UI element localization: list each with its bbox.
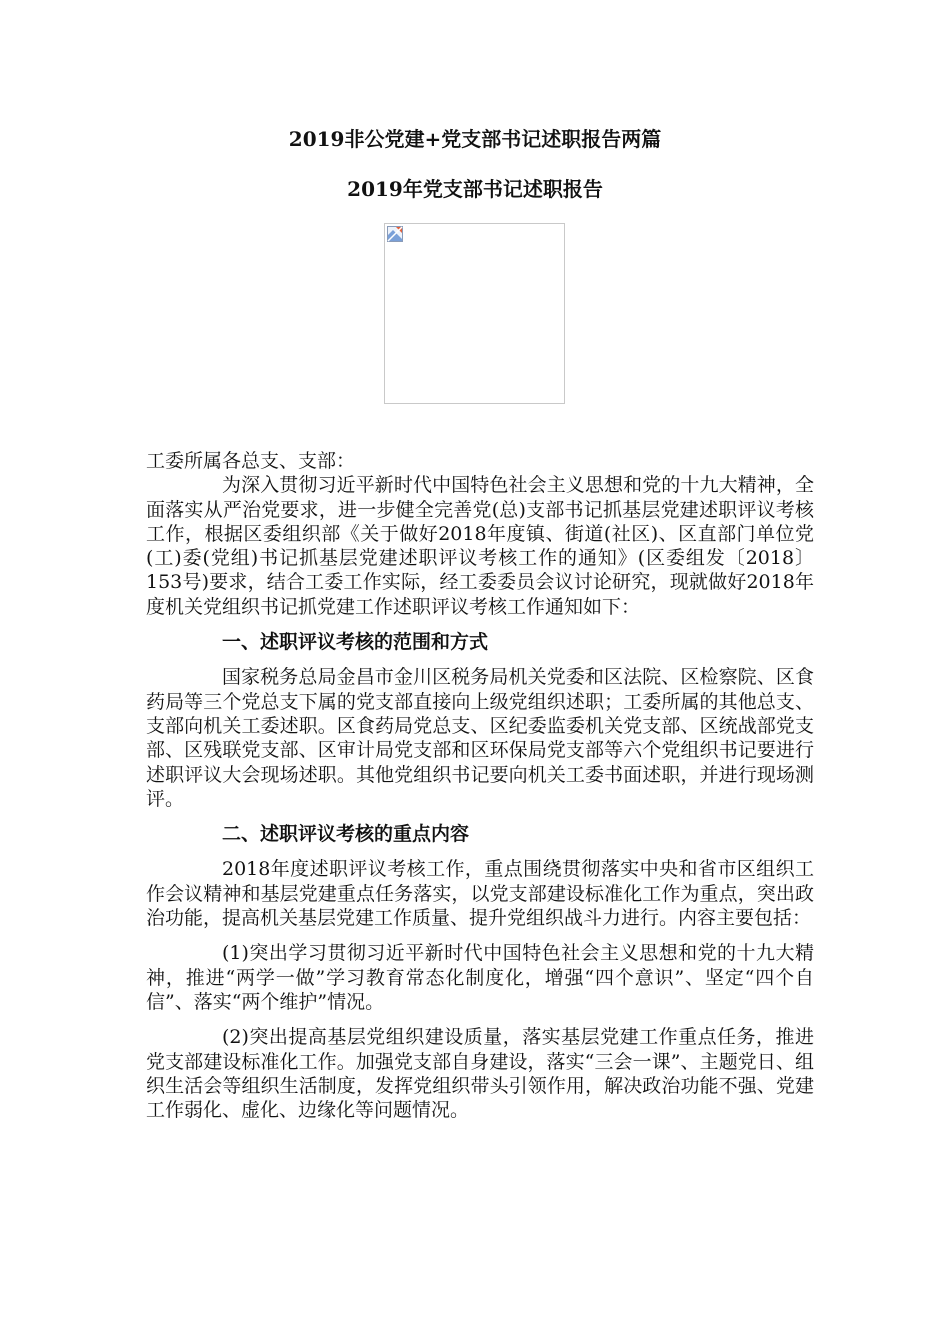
section-1-paragraph: 国家税务总局金昌市金川区税务局机关党委和区法院、区检察院、区食药局等三个党总支下属的党支部直接向上级党组织述职；工委所属的其他总支、支部向机关工委述职。区食药局党总支、区纪委监委机关党支部、区统战部党支部、区残联党支部、区审计局党支部和区环保局党支部等六个党组织书记要进行述职评议大会现场述职。其他党组织书记要向机关工委书面述职，并进行现场测评。 <box>146 666 814 810</box>
document-subtitle: 2019年党支部书记述职报告 <box>347 177 603 201</box>
broken-image-icon <box>387 226 403 242</box>
section-2-heading: 二、述职评议考核的重点内容 <box>222 823 470 846</box>
list-item-2: (2)突出提高基层党组织建设质量，落实基层党建工作重点任务，推进党支部建设标准化工作。加强党支部自身建设，落实“三会一课”、主题党日、组织生活会等组织生活制度，发挥党组织带头引领作用，解决政治功能不强、党建工作弱化、虚化、边缘化等问题情况。 <box>146 1026 814 1122</box>
image-placeholder <box>384 223 565 404</box>
list-item-1: (1)突出学习贯彻习近平新时代中国特色社会主义思想和党的十九大精神，推进“两学一做”学习教育常态化制度化，增强“四个意识”、坚定“四个自信”、落实“两个维护”情况。 <box>146 942 814 1013</box>
document-body <box>146 449 814 1122</box>
document-title: 2019非公党建+党支部书记述职报告两篇 <box>288 127 662 151</box>
section-2-paragraph: 2018年度述职评议考核工作，重点围绕贯彻落实中央和省市区组织工作会议精神和基层党建重点任务落实，以党支部建设标准化工作为重点，突出政治功能，提高机关基层党建工作质量、提升党组织战斗力进行。内容主要包括： <box>146 858 814 930</box>
section-1-heading: 一、述职评议考核的范围和方式 <box>222 631 489 654</box>
intro-paragraph: 为深入贯彻习近平新时代中国特色社会主义思想和党的十九大精神，全面落实从严治党要求，进一步健全完善党(总)支部书记抓基层党建述职评议考核工作，根据区委组织部《关于做好2018年度镇、街道(社区)、区直部门单位党(工)委(党组)书记抓基层党建述职评议考核工作的通知》(区委组发〔2018〕153号)要求，结合工委工作实际，经工委委员会议讨论研究，现就做好2018年度机关党组织书记抓党建工作述职评议考核工作通知如下： <box>146 474 814 618</box>
salutation: 工委所属各总支、支部： <box>146 450 356 472</box>
